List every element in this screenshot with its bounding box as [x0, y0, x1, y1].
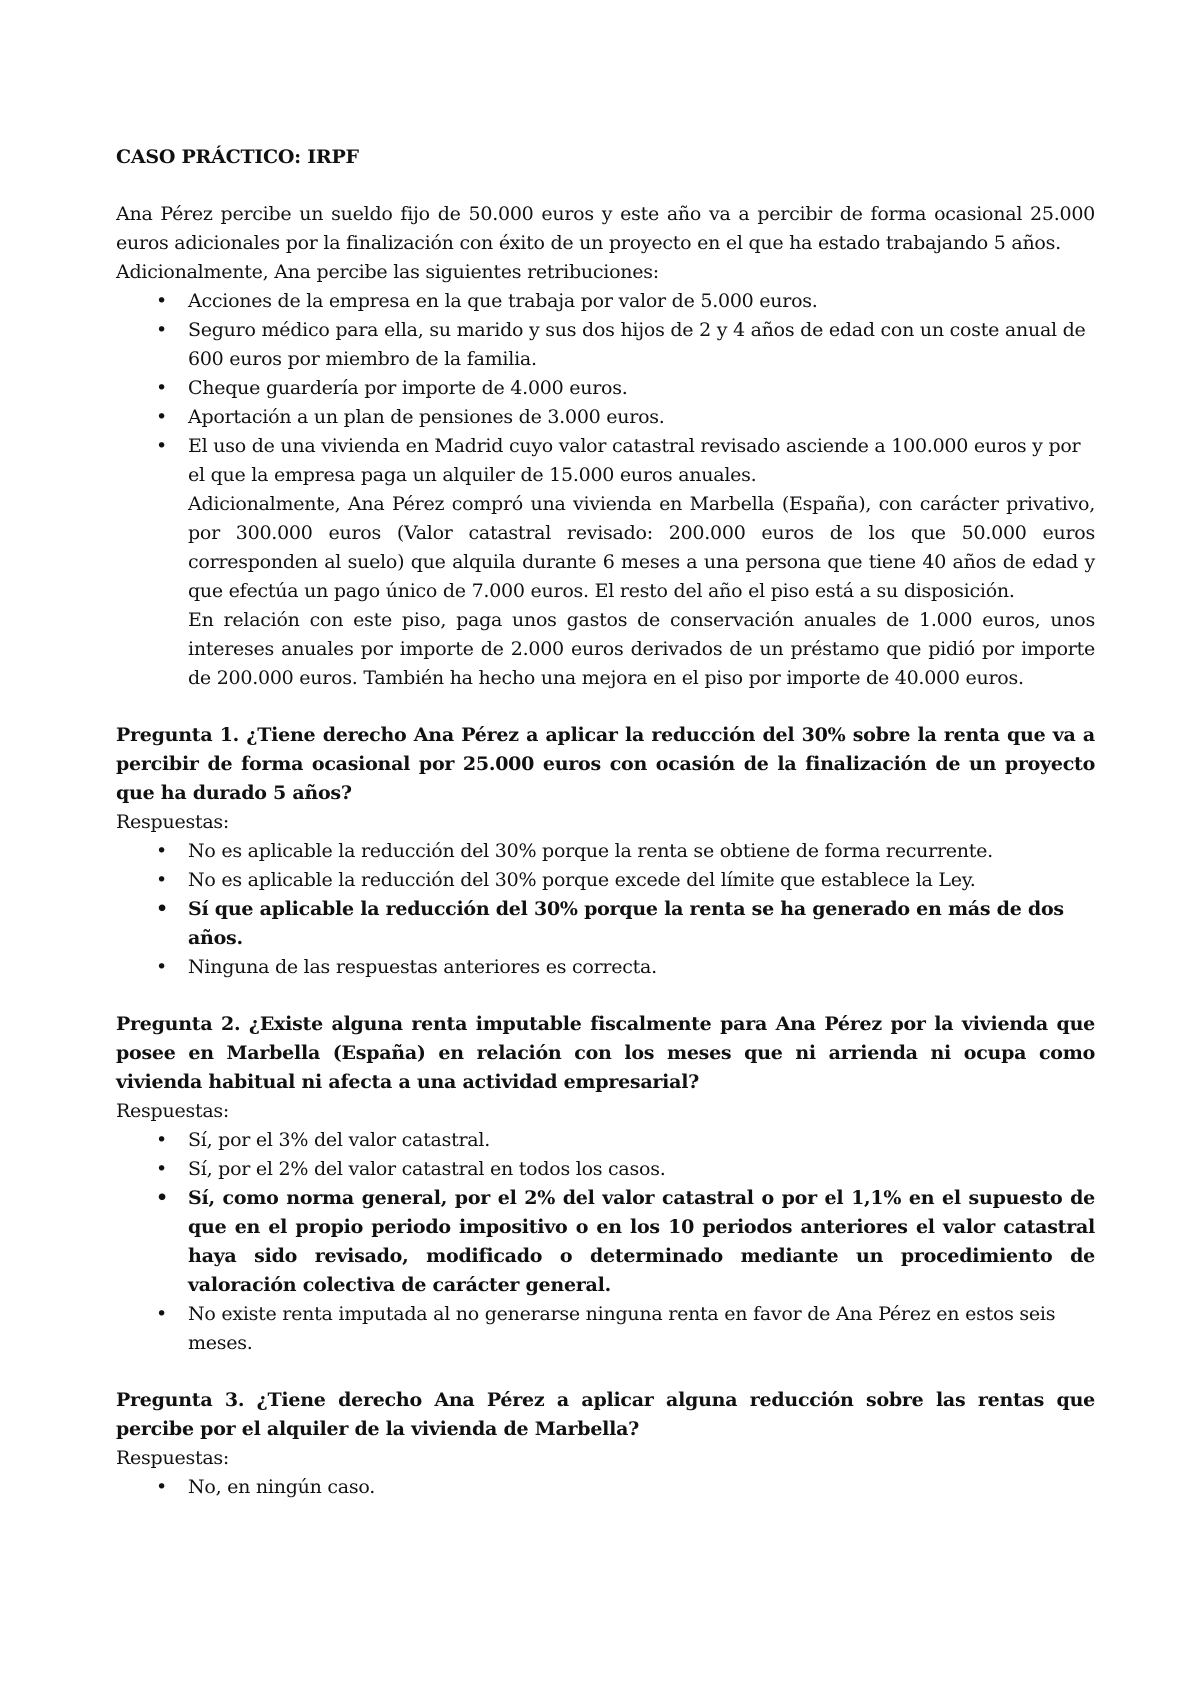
answer-option: • No es aplicable la reducción del 30% porque la renta se obtiene de forma recurrente. — [116, 837, 1095, 866]
list-item: • Seguro médico para ella, su marido y sus dos hijos de 2 y 4 años de edad con un coste anual de 600 euros por miembro de la familia. — [116, 316, 1095, 374]
intro-paragraph: Ana Pérez percibe un sueldo fijo de 50.000 euros y este año va a percibir de forma ocasional 25.000 euros adicionales por la finalización con éxito de un proyecto en el que ha estado trabajando 5 años. — [116, 203, 1095, 254]
answers-list-3 — [116, 1473, 1095, 1502]
correct-answer-option: • Sí que aplicable la reducción del 30% porque la renta se ha generado en más de dos años. — [116, 895, 1095, 953]
list-item: • El uso de una vivienda en Madrid cuyo valor catastral revisado asciende a 100.000 euros y por el que la empresa paga un alquiler de 15.000 euros anuales. — [116, 432, 1095, 490]
list-item: • Acciones de la empresa en la que trabaja por valor de 5.000 euros. — [116, 287, 1095, 316]
answers-list-2 — [116, 1126, 1095, 1358]
answer-option: • Sí, por el 2% del valor catastral en todos los casos. — [116, 1155, 1095, 1184]
question-2: Pregunta 2. ¿Existe alguna renta imputable fiscalmente para Ana Pérez por la vivienda que posee en Marbella (España) en relación con los meses que ni arrienda ni ocupa como vivienda habitual ni afecta a una actividad empresarial? — [116, 1013, 1095, 1093]
list-item: • Aportación a un plan de pensiones de 3.000 euros. — [116, 403, 1095, 432]
answers-list-1 — [116, 837, 1095, 982]
question-3: Pregunta 3. ¿Tiene derecho Ana Pérez a aplicar alguna reducción sobre las rentas que percibe por el alquiler de la vivienda de Marbella? — [116, 1389, 1095, 1440]
answer-option: • No es aplicable la reducción del 30% porque excede del límite que establece la Ley. — [116, 866, 1095, 895]
question-1: Pregunta 1. ¿Tiene derecho Ana Pérez a aplicar la reducción del 30% sobre la renta que va a percibir de forma ocasional por 25.000 euros con ocasión de la finalización de un proyecto que ha durado 5 años? — [116, 724, 1095, 804]
gastos-paragraph: En relación con este piso, paga unos gastos de conservación anuales de 1.000 euros, unos intereses anuales por importe de 2.000 euros derivados de un préstamo que pidió por importe de 200.000 euros. También ha hecho una mejora en el piso por importe de 40.000 euros. — [188, 609, 1095, 689]
correct-answer-option: • Sí, como norma general, por el 2% del valor catastral o por el 1,1% en el supuesto de que en el propio periodo impositivo o en los 10 periodos anteriores el valor catastral haya sido revisado, modificado o determinado mediante un procedimiento de valoración colectiva de carácter general. — [116, 1184, 1095, 1300]
answer-option: • No, en ningún caso. — [116, 1473, 1095, 1502]
answer-option: • Sí, por el 3% del valor catastral. — [116, 1126, 1095, 1155]
answers-label: Respuestas: — [116, 811, 230, 833]
intro-lead: Adicionalmente, Ana percibe las siguientes retribuciones: — [116, 261, 659, 283]
answers-label: Respuestas: — [116, 1447, 230, 1469]
answers-label: Respuestas: — [116, 1100, 230, 1122]
marbella-paragraph: Adicionalmente, Ana Pérez compró una vivienda en Marbella (España), con carácter privativo, por 300.000 euros (Valor catastral revisado: 200.000 euros de los que 50.000 euros corresponden al suelo) que alquila durante 6 meses a una persona que tiene 40 años de edad y que efectúa un pago único de 7.000 euros. El resto del año el piso está a su disposición. — [188, 493, 1095, 602]
list-item: • Cheque guardería por importe de 4.000 euros. — [116, 374, 1095, 403]
retribuciones-list — [116, 287, 1095, 490]
answer-option: • No existe renta imputada al no generarse ninguna renta en favor de Ana Pérez en estos seis meses. — [116, 1300, 1095, 1358]
document-title: CASO PRÁCTICO: IRPF — [116, 146, 359, 168]
answer-option: • Ninguna de las respuestas anteriores es correcta. — [116, 953, 1095, 982]
